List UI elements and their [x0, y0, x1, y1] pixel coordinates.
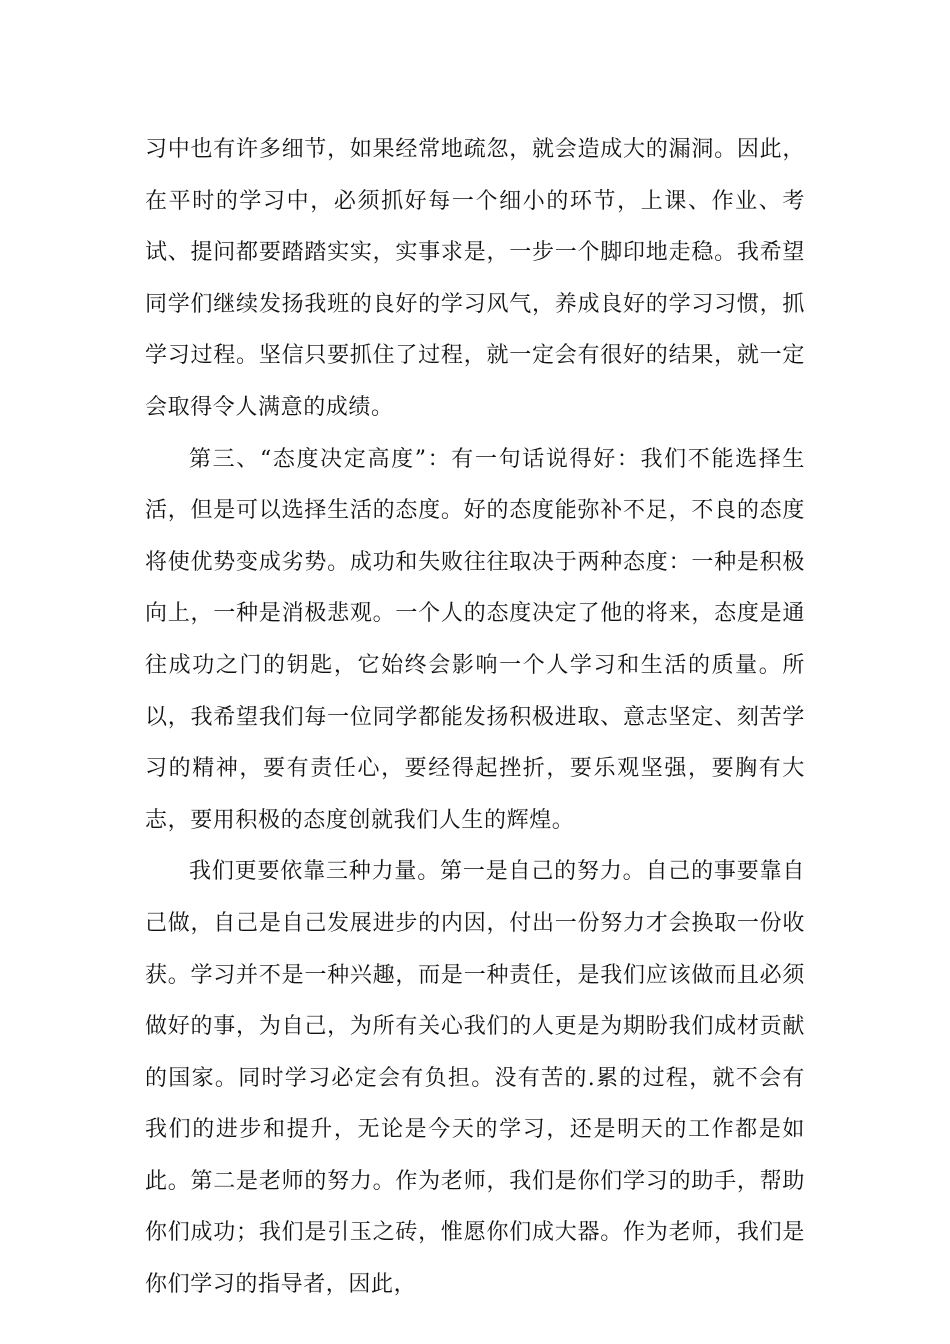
paragraph-2: 第三、“态度决定高度”：有一句话说得好：我们不能选择生活，但是可以选择生活的态度。好的态度能弥补不足，不良的态度将使优势变成劣势。成功和失败往往取决于两种态度：一种是积极向上，一种是消极悲观。一个人的态度决定了他的将来，态度是通往成功之门的钥匙，它始终会影响一个人学习和生活的质量。所以，我希望我们每一位同学都能发扬积极进取、意志坚定、刻苦学习的精神，要有责任心，要经得起挫折，要乐观坚强，要胸有大志，要用积极的态度创就我们人生的辉煌。 [145, 446, 805, 833]
paragraph-1: 习中也有许多细节，如果经常地疏忽，就会造成大的漏洞。因此，在平时的学习中，必须抓好每一个细小的环节，上课、作业、考试、提问都要踏踏实实，实事求是，一步一个脚印地走稳。我希望同学们继续发扬我班的良好的学习风气，养成良好的学习习惯，抓学习过程。坚信只要抓住了过程，就一定会有很好的结果，就一定会取得令人满意的成绩。 [145, 137, 805, 420]
body-text [145, 124, 805, 1311]
paragraph-3: 我们更要依靠三种力量。第一是自己的努力。自己的事要靠自己做，自己是自己发展进步的内因，付出一份努力才会换取一份收获。学习并不是一种兴趣，而是一种责任，是我们应该做而且必须做好的事，为自己，为所有关心我们的人更是为期盼我们成材贡献的国家。同时学习必定会有负担。没有苦的.累的过程，就不会有我们的进步和提升，无论是今天的学习，还是明天的工作都是如此。第二是老师的努力。作为老师，我们是你们学习的助手，帮助你们成功；我们是引玉之砖，惟愿你们成大器。作为老师，我们是你们学习的指导者，因此， [145, 859, 805, 1298]
